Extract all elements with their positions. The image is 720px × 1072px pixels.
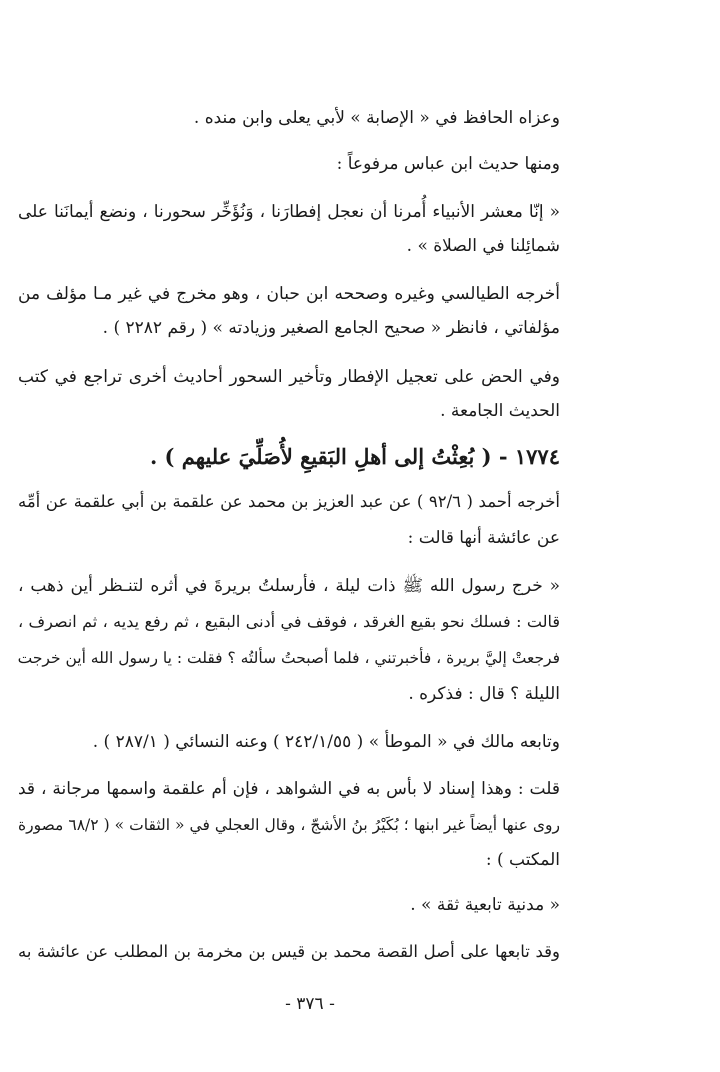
- text-line-5: أخرجه الطيالسي وغيره وصححه ابن حبان ، وهو مخرج في غير مـا مؤلف من: [18, 284, 560, 304]
- hadith-heading: ١٧٧٤ - ( بُعِثْتُ إلى أهلِ البَقيعِ لأُصَلِّيَ عليهم ) .: [149, 444, 560, 469]
- text-line-4: شمائِلنا في الصلاة » .: [406, 236, 560, 256]
- text-line-12: « خرج رسول الله ﷺ ذات ليلة ، فأرسلتُ بريرةَ في أثره لتنـظر أين ذهب ،: [18, 576, 560, 596]
- text-line-20: « مدنية تابعية ثقة » .: [410, 895, 560, 915]
- text-line-2: ومنها حديث ابن عباس مرفوعاً :: [336, 154, 560, 174]
- text-line-8: الحديث الجامعة .: [440, 401, 560, 421]
- text-line-19: المكتب ) :: [485, 850, 560, 870]
- text-line-6: مؤلفاتي ، فانظر « صحيح الجامع الصغير وزيادته » ( رقم ٢٢٨٢ ) .: [102, 318, 560, 338]
- text-line-3: « إنّا معشر الأنبياء أُمرنا أن نعجل إفطارَنا ، وَنُؤَخِّر سحورنا ، ونضع أيمانَنا على: [18, 202, 560, 222]
- text-line-15: الليلة ؟ قال : فذكره .: [408, 684, 560, 704]
- text-line-1: وعزاه الحافظ في « الإصابة » لأبي يعلى وابن منده .: [193, 108, 560, 128]
- text-line-13: قالت : فسلك نحو بقيع الغرقد ، فوقف في أدنى البقيع ، ثم رفع يديه ، ثم انصرف ،: [18, 612, 560, 631]
- text-line-14: فرجعتْ إليَّ بريرة ، فأخبرتني ، فلما أصبحتُ سألتُه ؟ فقلت : يا رسول الله أين خرجت: [17, 649, 560, 667]
- page-number: - ٣٧٦ -: [285, 994, 335, 1014]
- text-line-7: وفي الحض على تعجيل الإفطار وتأخير السحور أحاديث أخرى تراجع في كتب: [18, 367, 560, 387]
- text-line-21: وقد تابعها على أصل القصة محمد بن قيس بن مخرمة بن المطلب عن عائشة به: [18, 942, 560, 961]
- text-line-10: أخرجه أحمد ( ٩٢/٦ ) عن عبد العزيز بن محمد عن علقمة بن أبي علقمة عن أمِّه: [18, 492, 561, 511]
- text-line-18: روى عنها أيضاً غير ابنها ؛ بُكَيْرُ بنُ الأشجّ ، وقال العجلي في « الثقات » ( ٦٨/٢ مصورة: [18, 816, 560, 834]
- text-line-16: وتابعه مالك في « الموطأ » ( ٢٤٢/١/٥٥ ) وعنه النسائي ( ٢٨٧/١ ) .: [92, 732, 560, 752]
- text-line-11: عن عائشة أنها قالت :: [407, 528, 560, 548]
- text-line-17: قلت : وهذا إسناد لا بأس به في الشواهد ، فإن أم علقمة واسمها مرجانة ، قد: [18, 779, 560, 799]
